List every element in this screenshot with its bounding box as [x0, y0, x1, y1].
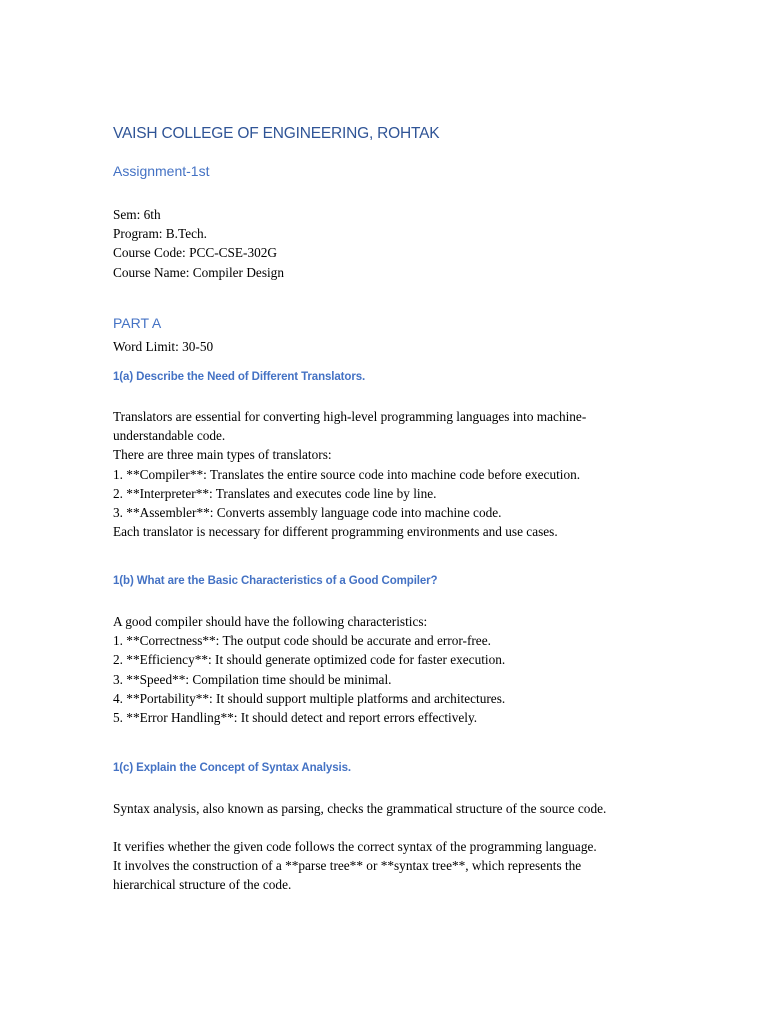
answer-line: understandable code. [113, 428, 226, 444]
answer-line: 4. **Portability**: It should support multiple platforms and architectures. [113, 690, 506, 706]
answer-line: There are three main types of translators: [113, 447, 332, 463]
answer-line: 1. **Compiler**: Translates the entire source code into machine code before execution. [113, 466, 581, 482]
assignment-subtitle: Assignment-1st [113, 163, 210, 179]
answer-line: 2. **Efficiency**: It should generate optimized code for faster execution. [113, 652, 506, 668]
answer-line: 1. **Correctness**: The output code should be accurate and error-free. [113, 633, 491, 649]
document-page [113, 0, 673, 1024]
college-title: VAISH COLLEGE OF ENGINEERING, ROHTAK [113, 125, 440, 142]
semester-line: Sem: 6th [113, 207, 161, 222]
question-1c-answer [113, 837, 673, 895]
question-1b-heading: 1(b) What are the Basic Characteristics of a Good Compiler? [113, 575, 438, 587]
answer-line: 3. **Speed**: Compilation time should be minimal. [113, 671, 392, 687]
answer-line: Each translator is necessary for different programming environments and use cases. [113, 524, 558, 540]
word-limit-line: Word Limit: 30-50 [113, 339, 214, 354]
part-a-heading: PART A [113, 315, 162, 331]
question-1a-heading: 1(a) Describe the Need of Different Translators. [113, 371, 366, 383]
answer-line: A good compiler should have the following characteristics: [113, 614, 428, 629]
answer-line: 2. **Interpreter**: Translates and executes code line by line. [113, 485, 437, 501]
answer-line: 5. **Error Handling**: It should detect and report errors effectively. [113, 710, 478, 726]
answer-line: It verifies whether the given code follows the correct syntax of the programming language. [113, 839, 597, 854]
course-name-line: Course Name: Compiler Design [113, 264, 284, 280]
program-line: Program: B.Tech. [113, 226, 207, 242]
course-code-line: Course Code: PCC-CSE-302G [113, 245, 278, 261]
answer-line: hierarchical structure of the code. [113, 877, 292, 893]
course-info-block [113, 205, 284, 282]
question-1a-answer [113, 407, 673, 541]
answer-line: It involves the construction of a **parse tree** or **syntax tree**, which represents the [113, 858, 582, 874]
answer-line: Translators are essential for converting high-level programming languages into machine- [113, 409, 587, 424]
answer-line: 3. **Assembler**: Converts assembly language code into machine code. [113, 505, 502, 521]
question-1c-heading: 1(c) Explain the Concept of Syntax Analysis. [113, 762, 352, 774]
question-1b-answer [113, 612, 673, 727]
question-1c-intro [113, 799, 673, 818]
answer-line: Syntax analysis, also known as parsing, checks the grammatical structure of the source code. [113, 801, 607, 816]
